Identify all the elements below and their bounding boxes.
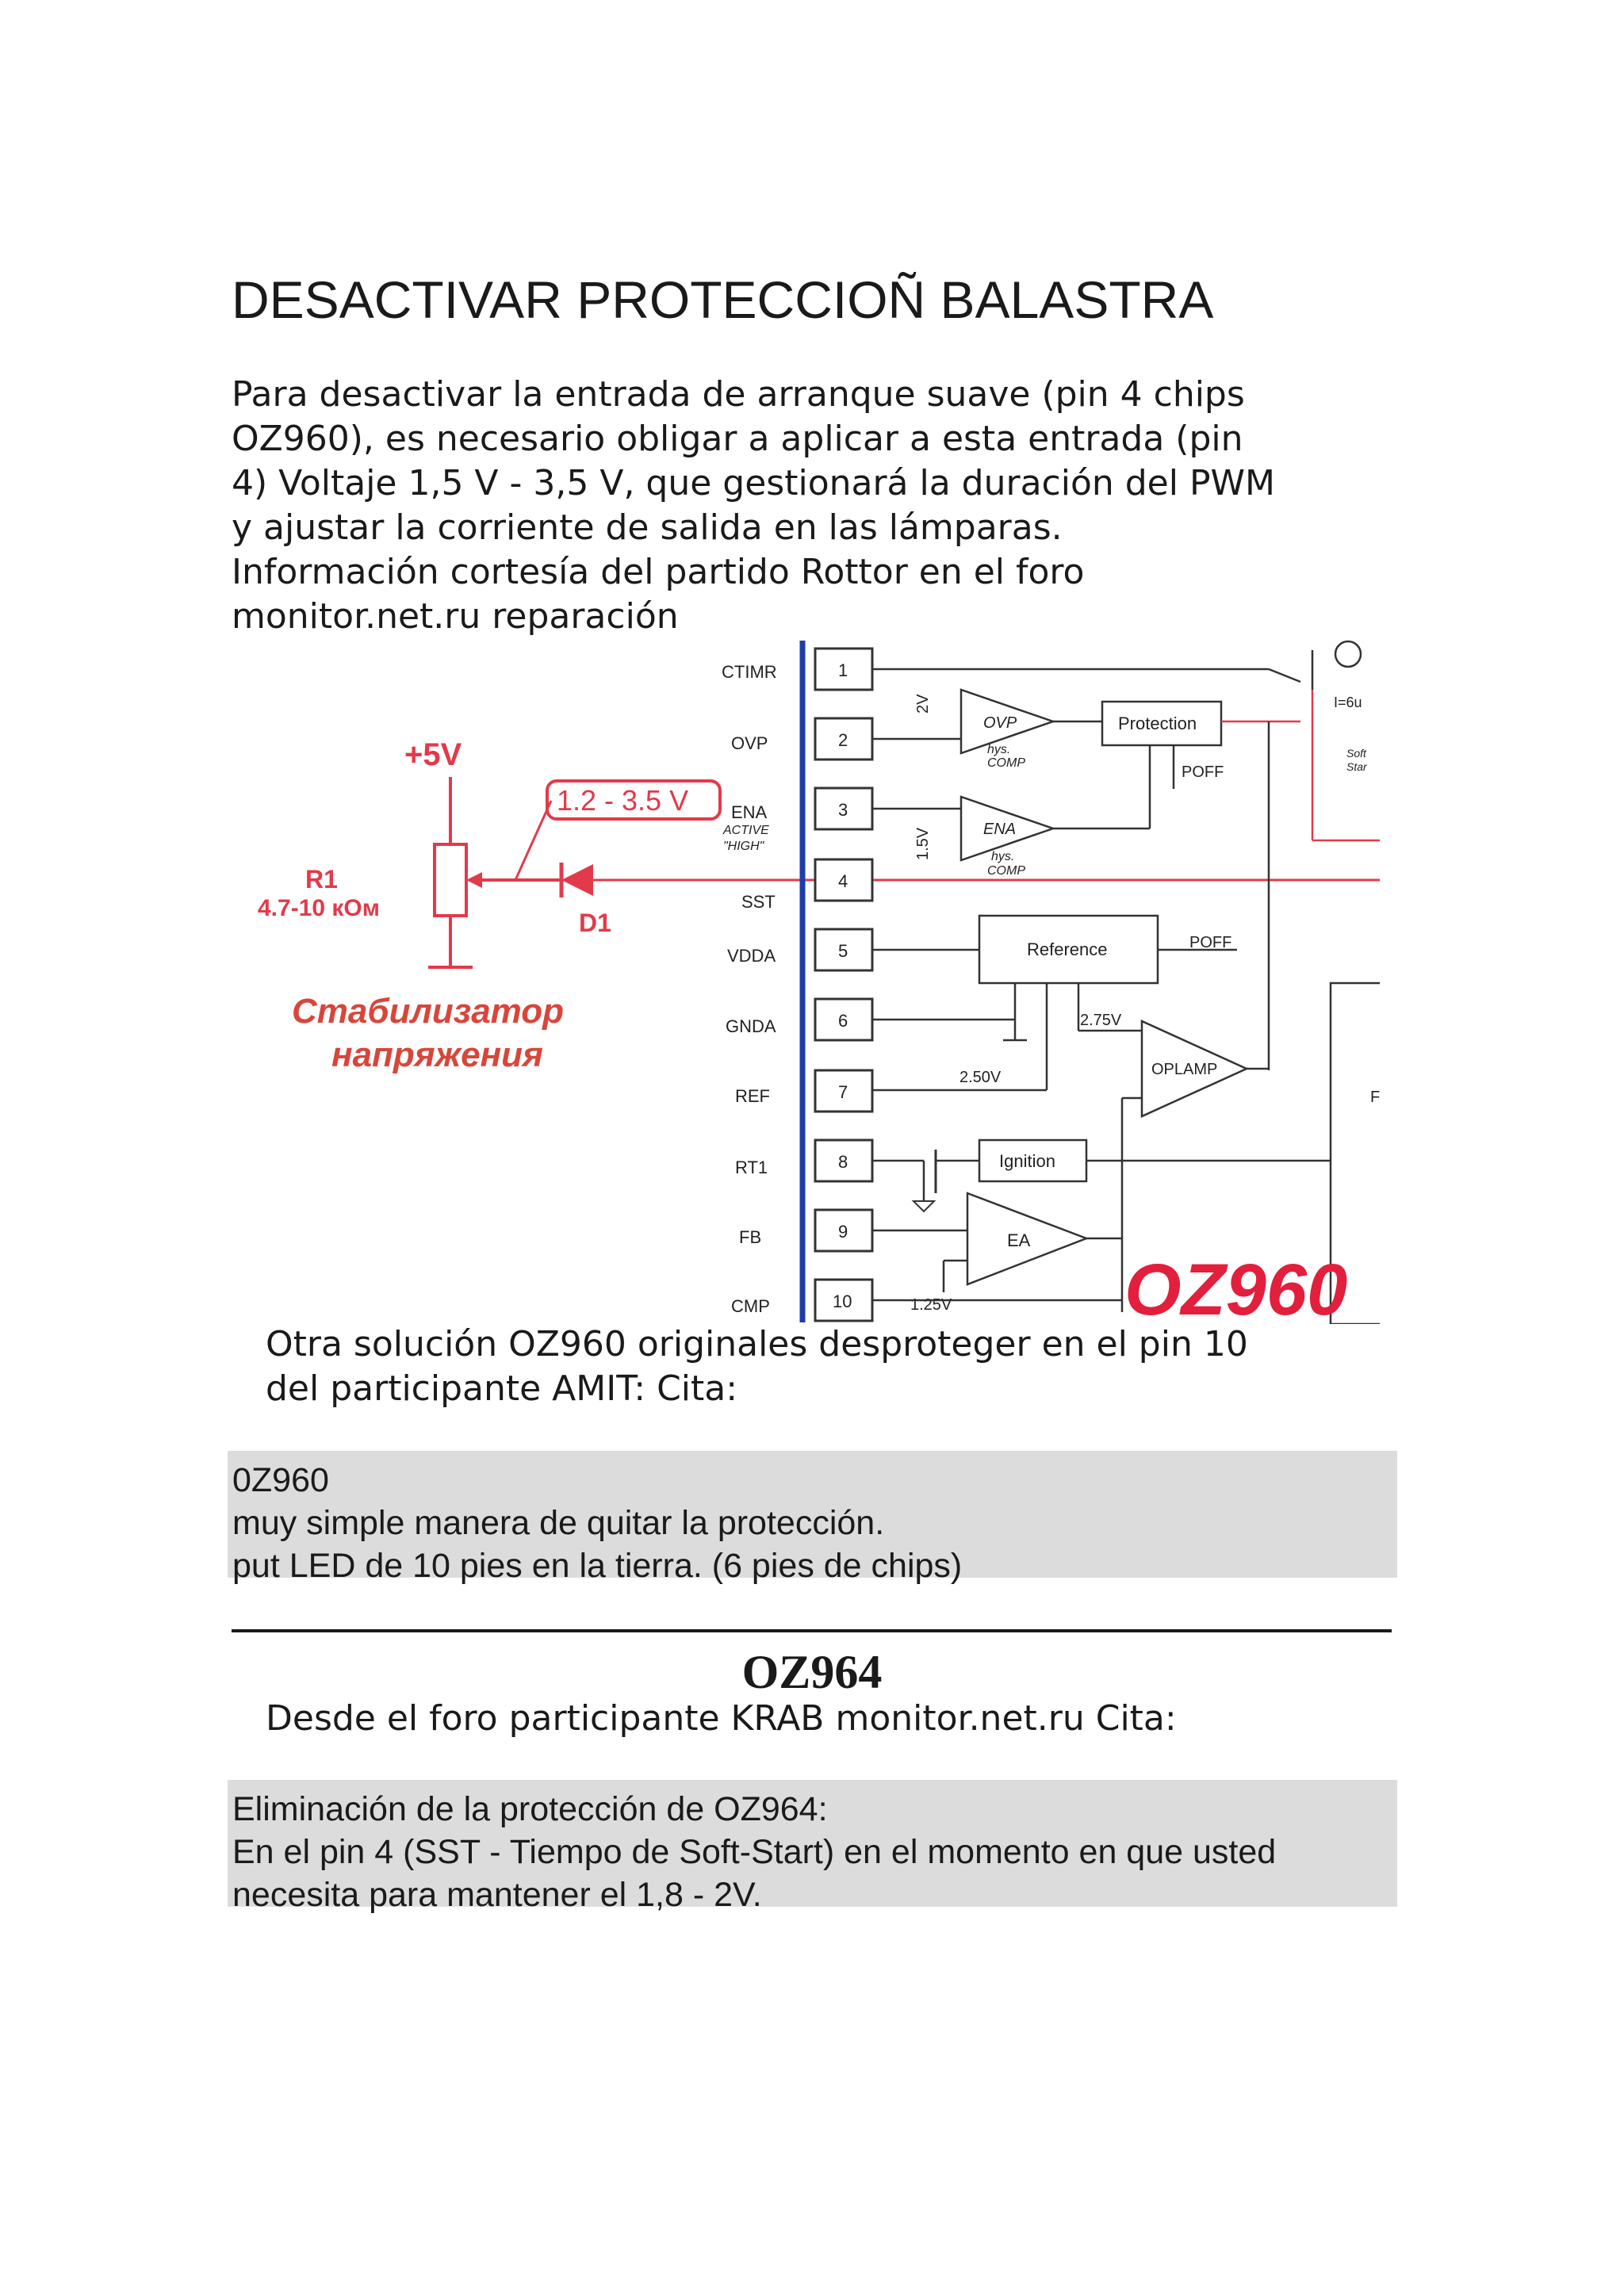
- reference-label: Reference: [1027, 939, 1108, 959]
- intro-line: 4) Voltaje 1,5 V - 3,5 V, que gestionará la duración del PWM: [232, 463, 1275, 503]
- v275-label: 2.75V: [1080, 1012, 1122, 1029]
- pin-number: 8: [838, 1152, 848, 1172]
- range-label: 1.2 - 3.5 V: [557, 784, 689, 817]
- intro-line: monitor.net.ru reparación: [232, 596, 679, 637]
- stabilizer-line2: напряжения: [331, 1035, 543, 1074]
- pin-label: CTIMR: [722, 662, 777, 682]
- intro-line: y ajustar la corriente de salida en las lámparas.: [232, 507, 1063, 548]
- pin-number: 5: [838, 941, 848, 961]
- intro-line: OZ960), es necesario obligar a aplicar a esta entrada (pin: [232, 419, 1243, 459]
- pin-label: ENA: [731, 802, 768, 822]
- pin-label: VDDA: [727, 946, 776, 966]
- pin-number: 9: [838, 1222, 848, 1242]
- pin-label: GNDA: [726, 1016, 776, 1036]
- pin-label: REF: [735, 1086, 770, 1106]
- hys-label: hys.: [991, 850, 1015, 863]
- section-divider: [232, 1629, 1392, 1632]
- pin-label: OVP: [731, 733, 768, 753]
- quote-line: Eliminación de la protección de OZ964:: [232, 1790, 828, 1828]
- ea-label: EA: [1007, 1230, 1031, 1250]
- current-label: I=6u: [1334, 695, 1362, 710]
- hys-label: hys.: [987, 743, 1011, 756]
- v2-label: 2V: [914, 694, 932, 714]
- r1-name: R1: [305, 865, 338, 894]
- poff-label: POFF: [1189, 934, 1232, 951]
- poff-label: POFF: [1182, 763, 1224, 781]
- quote-block-krab: [228, 1780, 1397, 1914]
- quote-line: necesita para mantener el 1,8 - 2V.: [232, 1876, 762, 1914]
- pin-number: 2: [838, 730, 848, 750]
- pin-label: SST: [741, 892, 776, 912]
- intro-line: Para desactivar la entrada de arranque suave (pin 4 chips: [232, 374, 1245, 415]
- ena-sub1: ACTIVE: [723, 824, 769, 837]
- second-line: del participante AMIT: Cita:: [266, 1368, 738, 1409]
- d1-label: D1: [579, 909, 611, 937]
- second-paragraph: [266, 1322, 1248, 1411]
- pin-label: RT1: [735, 1158, 768, 1177]
- intro-line: Información cortesía del partido Rottor en el foro: [232, 552, 1085, 592]
- plus5v-label: +5V: [404, 737, 462, 772]
- pin-number: 6: [838, 1011, 848, 1031]
- ignition-label: Ignition: [999, 1151, 1055, 1171]
- intro-paragraph: [232, 373, 1381, 639]
- pin-number: 4: [838, 871, 848, 891]
- v250-label: 2.50V: [959, 1069, 1002, 1086]
- pin-number: 7: [838, 1082, 848, 1102]
- ena-label: ENA: [983, 821, 1017, 838]
- pin-number: 10: [833, 1292, 852, 1311]
- oz960-schematic: [246, 634, 1380, 1324]
- ovp-label: OVP: [983, 714, 1017, 732]
- section2-intro: Desde el foro participante KRAB monitor.net.ru Cita:: [266, 1698, 1177, 1739]
- soft-label: Soft: [1346, 747, 1366, 760]
- chip-name-label: OZ960: [1124, 1249, 1348, 1324]
- second-line: Otra solución OZ960 originales desproteger en el pin 10: [266, 1324, 1248, 1364]
- quote-line: put LED de 10 pies en la tierra. (6 pies de chips): [232, 1547, 963, 1585]
- edge-label: F: [1370, 1089, 1380, 1106]
- ena-sub2: "HIGH": [723, 840, 764, 853]
- start-label: Star: [1346, 760, 1367, 773]
- pin-label: CMP: [731, 1296, 770, 1316]
- quote-line: 0Z960: [232, 1461, 329, 1499]
- stabilizer-line1: Стабилизатор: [292, 992, 564, 1031]
- protection-label: Protection: [1118, 714, 1197, 733]
- quote-block-amit: [228, 1451, 1397, 1585]
- v15-label: 1.5V: [914, 827, 932, 860]
- quote-line: muy simple manera de quitar la protección.: [232, 1504, 885, 1542]
- quote-line: En el pin 4 (SST - Tiempo de Soft-Start) en el momento en que usted: [232, 1833, 1277, 1871]
- pin-number: 3: [838, 800, 848, 820]
- comp-label: COMP: [987, 864, 1025, 878]
- v125-label: 1.25V: [910, 1296, 952, 1314]
- pin-label: FB: [739, 1227, 762, 1247]
- section-heading-oz964: OZ964: [741, 1646, 883, 1698]
- r1-value: 4.7-10 кОм: [258, 895, 380, 921]
- page-title: DESACTIVAR PROTECCIOÑ BALASTRA: [232, 270, 1214, 329]
- pin-number: 1: [838, 660, 848, 680]
- oplamp-label: OPLAMP: [1151, 1061, 1218, 1078]
- comp-label: COMP: [987, 756, 1025, 770]
